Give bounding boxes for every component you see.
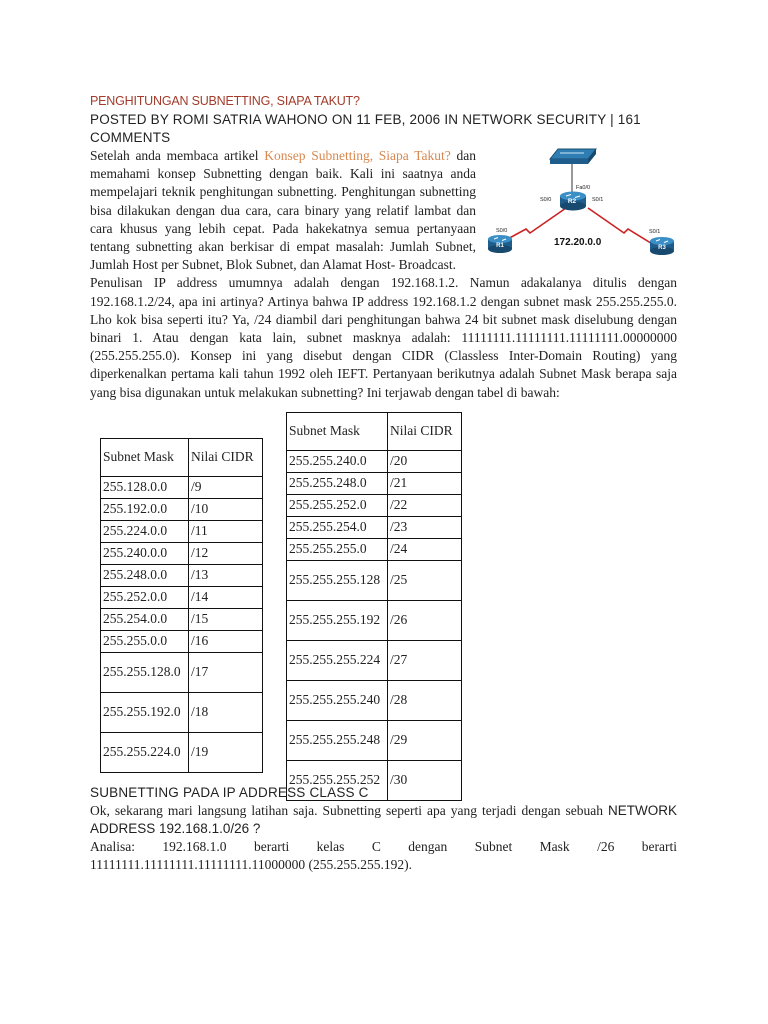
network-address-text: NETWORK ADDRESS 192.168.1.0/26 ? <box>90 802 677 837</box>
subnet-mask-cell: 255.255.255.128 <box>287 560 388 600</box>
table-row <box>287 494 462 516</box>
cidr-cell: /12 <box>189 542 263 564</box>
cidr-cell: /11 <box>189 520 263 542</box>
intro-text-end: dan memahami konsep Subnetting dengan baik. Kali ini saatnya anda mempelajari teknik penghitungan subnetting. Penghitungan subnetting bisa dilakukan dengan dua cara, cara binary yang relatif lambat dan cara khusus yang lebih cepat. Pada hakekatnya semua pertanyaan tentang subnetting akan berkisar di empat masalah: Jumlah Subnet, Jumlah Host per Subnet, Blok Subnet, dan Alamat Host- Broadcast. <box>90 148 476 273</box>
cidr-cell: /10 <box>189 498 263 520</box>
article-link[interactable]: Konsep Subnetting, Siapa Takut? <box>264 148 451 163</box>
cidr-cell: /24 <box>388 538 462 560</box>
header-cidr: Nilai CIDR <box>388 412 462 450</box>
subnet-mask-cell: 255.248.0.0 <box>101 564 189 586</box>
analysis-paragraph: Analisa: 192.168.1.0 berarti kelas C dengan Subnet Mask /26 berarti 11111111.11111111.11111111.11000000 (255.255.255.192). <box>90 839 677 873</box>
table-row <box>101 608 263 630</box>
section-heading: SUBNETTING PADA IP ADDRESS CLASS C <box>90 784 369 800</box>
table-row <box>101 732 263 772</box>
subnet-mask-cell: 255.255.224.0 <box>101 732 189 772</box>
table-row <box>287 560 462 600</box>
table-row <box>101 692 263 732</box>
subnet-mask-cell: 255.254.0.0 <box>101 608 189 630</box>
cidr-cell: /14 <box>189 586 263 608</box>
table-row <box>287 516 462 538</box>
table-row <box>101 630 263 652</box>
table-row <box>287 720 462 760</box>
r3-interface-label: S0/1 <box>649 229 661 235</box>
subnet-mask-cell: 255.255.0.0 <box>101 630 189 652</box>
subnet-mask-cell: 255.255.255.248 <box>287 720 388 760</box>
table-row <box>101 652 263 692</box>
network-address-label: 172.20.0.0 <box>554 237 602 248</box>
cidr-cell: /25 <box>388 560 462 600</box>
subnet-mask-cell: 255.224.0.0 <box>101 520 189 542</box>
cidr-table-right <box>286 412 462 801</box>
r2-fa-interface-label: Fa0/0 <box>576 185 591 191</box>
table-header-row <box>101 438 263 476</box>
table-row <box>287 680 462 720</box>
r2-s00-interface-label: S0/0 <box>540 197 552 203</box>
subnet-mask-cell: 255.255.255.240 <box>287 680 388 720</box>
exercise-text: Ok, sekarang mari langsung latihan saja. Subnetting seperti apa yang terjadi dengan sebuah <box>90 802 608 818</box>
cidr-cell: /28 <box>388 680 462 720</box>
table-row <box>287 760 462 800</box>
cidr-table-left <box>100 438 263 773</box>
table-row <box>101 498 263 520</box>
subnet-mask-cell: 255.255.248.0 <box>287 472 388 494</box>
router-r3-label: R3 <box>658 245 666 251</box>
subnet-mask-cell: 255.255.255.192 <box>287 600 388 640</box>
table-row <box>287 600 462 640</box>
subnet-mask-cell: 255.240.0.0 <box>101 542 189 564</box>
cidr-cell: /17 <box>189 652 263 692</box>
cidr-cell: /20 <box>388 450 462 472</box>
switch-icon <box>550 149 596 164</box>
cidr-cell: /30 <box>388 760 462 800</box>
r1-interface-label: S0/0 <box>496 228 508 234</box>
cidr-cell: /22 <box>388 494 462 516</box>
router-r1-label: R1 <box>496 243 504 249</box>
table-row <box>287 538 462 560</box>
intro-text-start: Setelah anda membaca artikel <box>90 148 265 163</box>
cidr-cell: /29 <box>388 720 462 760</box>
table-header-row <box>287 412 462 450</box>
intro-paragraph <box>90 147 476 274</box>
cidr-cell: /15 <box>189 608 263 630</box>
table-row <box>101 564 263 586</box>
table-row <box>287 450 462 472</box>
table-row <box>101 520 263 542</box>
r2-s01-interface-label: S0/1 <box>592 197 604 203</box>
subnet-mask-cell: 255.255.255.0 <box>287 538 388 560</box>
subnet-mask-cell: 255.252.0.0 <box>101 586 189 608</box>
cidr-cell: /26 <box>388 600 462 640</box>
subnet-mask-cell: 255.255.255.224 <box>287 640 388 680</box>
table-row <box>287 472 462 494</box>
subnet-mask-cell: 255.255.254.0 <box>287 516 388 538</box>
subnet-mask-cell: 255.255.128.0 <box>101 652 189 692</box>
intro-section <box>90 147 677 274</box>
table-row <box>101 586 263 608</box>
header-cidr: Nilai CIDR <box>189 438 263 476</box>
table-row <box>101 476 263 498</box>
cidr-cell: /16 <box>189 630 263 652</box>
header-subnet-mask: Subnet Mask <box>287 412 388 450</box>
cidr-cell: /27 <box>388 640 462 680</box>
article-title: PENGHITUNGAN SUBNETTING, SIAPA TAKUT? <box>90 94 360 108</box>
subnet-mask-cell: 255.128.0.0 <box>101 476 189 498</box>
subnet-mask-cell: 255.255.240.0 <box>287 450 388 472</box>
subnet-mask-cell: 255.255.252.0 <box>287 494 388 516</box>
network-topology-diagram <box>486 141 680 263</box>
cidr-cell: /19 <box>189 732 263 772</box>
exercise-paragraph <box>90 802 677 838</box>
cidr-cell: /23 <box>388 516 462 538</box>
subnet-mask-cell: 255.192.0.0 <box>101 498 189 520</box>
article <box>90 94 677 875</box>
cidr-cell: /13 <box>189 564 263 586</box>
cidr-cell: /21 <box>388 472 462 494</box>
cidr-cell: /18 <box>189 692 263 732</box>
subnet-mask-cell: 255.255.192.0 <box>101 692 189 732</box>
cidr-cell: /9 <box>189 476 263 498</box>
table-row <box>101 542 263 564</box>
post-meta: POSTED BY ROMI SATRIA WAHONO ON 11 FEB, 2006 IN NETWORK SECURITY | 161 COMMENTS <box>90 112 641 145</box>
subnet-mask-cell: 255.255.255.252 <box>287 760 388 800</box>
cidr-explanation-paragraph: Penulisan IP address umumnya adalah dengan 192.168.1.2. Namun adakalanya ditulis dengan 192.168.1.2/24, apa ini artinya? Artinya bahwa IP address 192.168.1.2 dengan subnet mask 255.255.255.0. Lho kok bisa seperti itu? Ya, /24 diambil dari penghitungan bahwa 24 bit subnet mask diselubung dengan binari 1. Atau dengan kata lain, subnet masknya adalah: 11111111.11111111.11111111.00000000 (255.255.255.0). Konsep ini yang disebut dengan CIDR (Classless Inter-Domain Routing) yang diperkenalkan pertama kali tahun 1992 oleh IEFT. Pertanyaan berikutnya adalah Subnet Mask berapa saja yang bisa digunakan untuk melakukan subnetting? Ini terjawab dengan tabel di bawah: <box>90 275 677 400</box>
cidr-tables <box>90 404 677 788</box>
table-row <box>287 640 462 680</box>
header-subnet-mask: Subnet Mask <box>101 438 189 476</box>
router-r2-label: R2 <box>567 198 577 205</box>
